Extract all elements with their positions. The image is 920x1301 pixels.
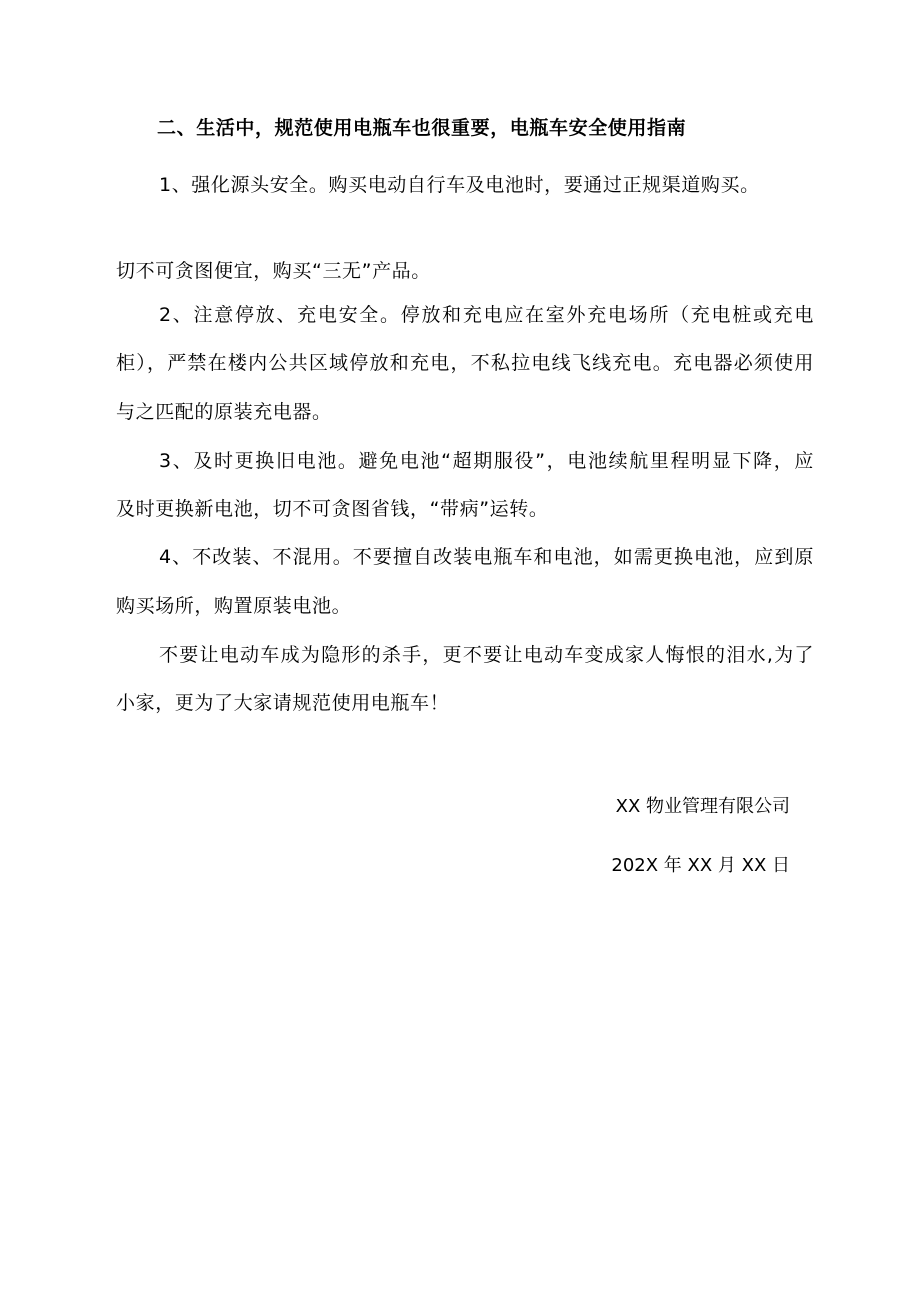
item2-line3: 与之匹配的原装充电器。 [116,401,332,423]
item4-line2: 购买场所，购置原装电池。 [116,595,352,617]
item3-line1: 3、及时更换旧电池。避免电池“超期服役”，电池续航里程明显下降，应 [159,450,814,472]
signature-company: XX 物业管理有限公司 [615,796,790,817]
item1-line1: 1、强化源头安全。购买电动自行车及电池时，要通过正规渠道购买。 [159,174,760,196]
item2-line1: 2、注意停放、充电安全。停放和充电应在室外充电场所（充电桩或充电 [159,304,814,326]
item3-line2: 及时更换新电池，切不可贪图省钱，“带病”运转。 [116,498,549,520]
item4-line1: 4、不改装、不混用。不要擅自改装电瓶车和电池，如需更换电池，应到原 [159,546,814,568]
item2-line2: 柜），严禁在楼内公共区域停放和充电，不私拉电线飞线充电。充电器必须使用 [116,352,814,374]
signature-date: 202X 年 XX 月 XX 日 [611,855,790,876]
closing-line1: 不要让电动车成为隐形的杀手，更不要让电动车变成家人悔恨的泪水,为了 [159,644,814,666]
item1-line2: 切不可贪图便宜，购买“三无”产品。 [116,260,431,282]
section-heading: 二、生活中，规范使用电瓶车也很重要，电瓶车安全使用指南 [157,117,687,139]
closing-line2: 小家，更为了大家请规范使用电瓶车！ [116,692,450,714]
